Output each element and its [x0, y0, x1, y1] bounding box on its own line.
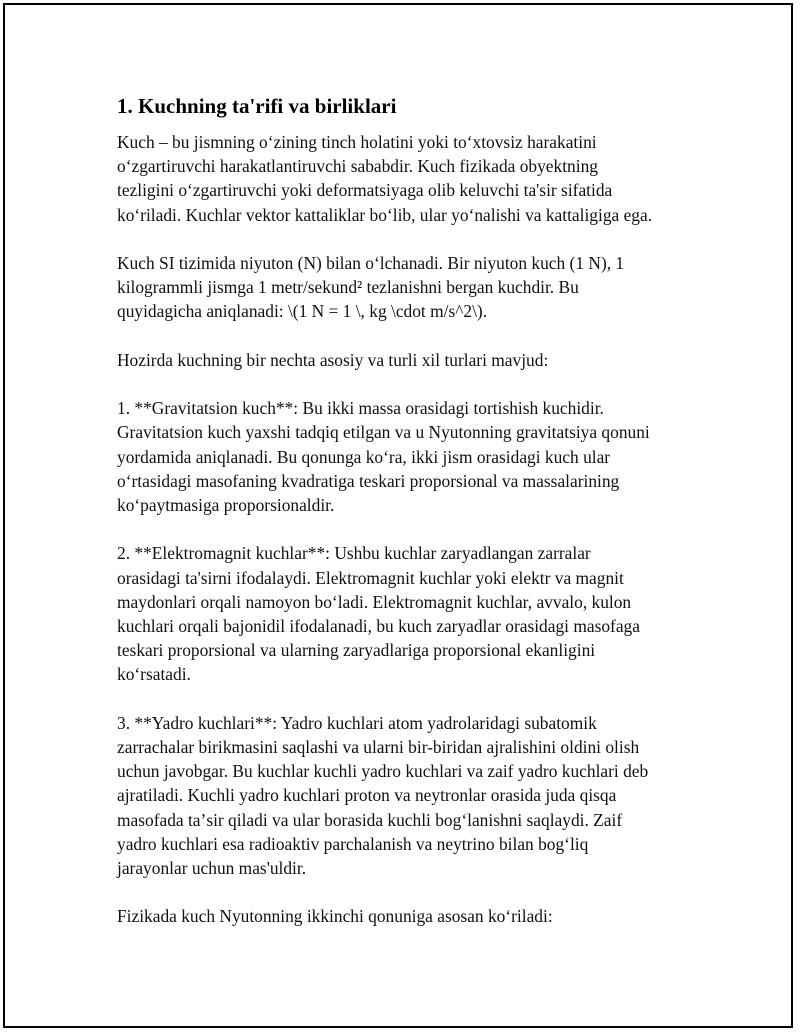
text-line: Kuch SI tizimida niyuton (N) bilan oʻlchanadi. Bir niyuton kuch (1 N), 1	[117, 253, 625, 273]
text-line: masofada taʼsir qiladi va ular borasida kuchli bogʻlanishni saqlaydi. Zaif	[117, 809, 623, 830]
text-line: yordamida aniqlanadi. Bu qonunga koʻra, ikki jism orasidagi kuch ular	[117, 446, 611, 467]
text-line: 2. **Elektromagnit kuchlar**: Ushbu kuchlar zaryadlangan zarralar	[117, 543, 591, 564]
paragraph-electromagnetic	[117, 541, 697, 686]
paragraph-definition	[117, 130, 697, 227]
text-line: 1. **Gravitatsion kuch**: Bu ikki massa orasidagi tortishish kuchidir.	[117, 398, 604, 419]
section-heading: 1. Kuchning ta'rifi va birliklari	[117, 94, 397, 118]
text-line: koʻriladi. Kuchlar vektor kattaliklar boʻlib, ular yoʻnalishi va kattaligiga ega.	[117, 204, 653, 225]
text-line: yadro kuchlari esa radioaktiv parchalanish va neytrino bilan bogʻliq	[117, 833, 589, 854]
text-line: orasidagi ta'sirni ifodalaydi. Elektromagnit kuchlar yoki elektr va magnit	[117, 567, 624, 588]
text-line: kilogrammli jismga 1 metr/sekund² tezlanishni bergan kuchdir. Bu	[117, 277, 579, 298]
document-body	[117, 92, 697, 953]
text-line: oʻzgartiruvchi harakatlantiruvchi sababdir. Kuch fizikada obyektning	[117, 156, 598, 177]
text-line: ajratiladi. Kuchli yadro kuchlari proton va neytronlar orasida juda qisqa	[117, 785, 617, 806]
text-line: koʻrsatadi.	[117, 664, 191, 685]
text-line: tezligini oʻzgartiruvchi yoki deformatsiyaga olib keluvchi ta'sir sifatida	[117, 180, 613, 201]
text-line: Hozirda kuchning bir nechta asosiy va turli xil turlari mavjud:	[117, 349, 549, 370]
paragraph-nuclear	[117, 711, 697, 880]
paragraph-si-unit	[117, 251, 697, 324]
text-line: koʻpaytmasiga proporsionaldir.	[117, 495, 335, 515]
text-line: zarrachalar birikmasini saqlashi va ularni bir-biridan ajralishini oldini olish	[117, 737, 640, 757]
paragraph-types-intro	[117, 348, 697, 372]
text-line: oʻrtasidagi masofaning kvadratiga teskari proporsional va massalarining	[117, 470, 620, 491]
text-line: maydonlari orqali namoyon boʻladi. Elektromagnit kuchlar, avvalo, kulon	[117, 591, 632, 612]
text-line: jarayonlar uchun mas'uldir.	[117, 858, 307, 879]
text-line: Fizikada kuch Nyutonning ikkinchi qonuniga asosan koʻriladi:	[117, 906, 553, 927]
text-line: kuchlari orqali bajonidil ifodalanadi, bu kuch zaryadlar orasidagi masofaga	[117, 616, 640, 636]
text-line: uchun javobgar. Bu kuchlar kuchli yadro kuchlari va zaif yadro kuchlari deb	[117, 761, 649, 782]
text-line: teskari proporsional va ularning zaryadlariga proporsional ekanligini	[117, 640, 596, 661]
text-line: 3. **Yadro kuchlari**: Yadro kuchlari atom yadrolaridagi subatomik	[117, 712, 597, 733]
text-line: Gravitatsion kuch yaxshi tadqiq etilgan va u Nyutonning gravitatsiya qonuni	[117, 422, 650, 443]
text-line: quyidagicha aniqlanadi: \(1 N = 1 \, kg \cdot m/s^2\).	[117, 301, 488, 322]
text-line: Kuch – bu jismning oʻzining tinch holatini yoki toʻxtovsiz harakatini	[117, 132, 597, 152]
paragraph-newton-second-law	[117, 904, 697, 928]
paragraph-gravitational	[117, 396, 697, 517]
